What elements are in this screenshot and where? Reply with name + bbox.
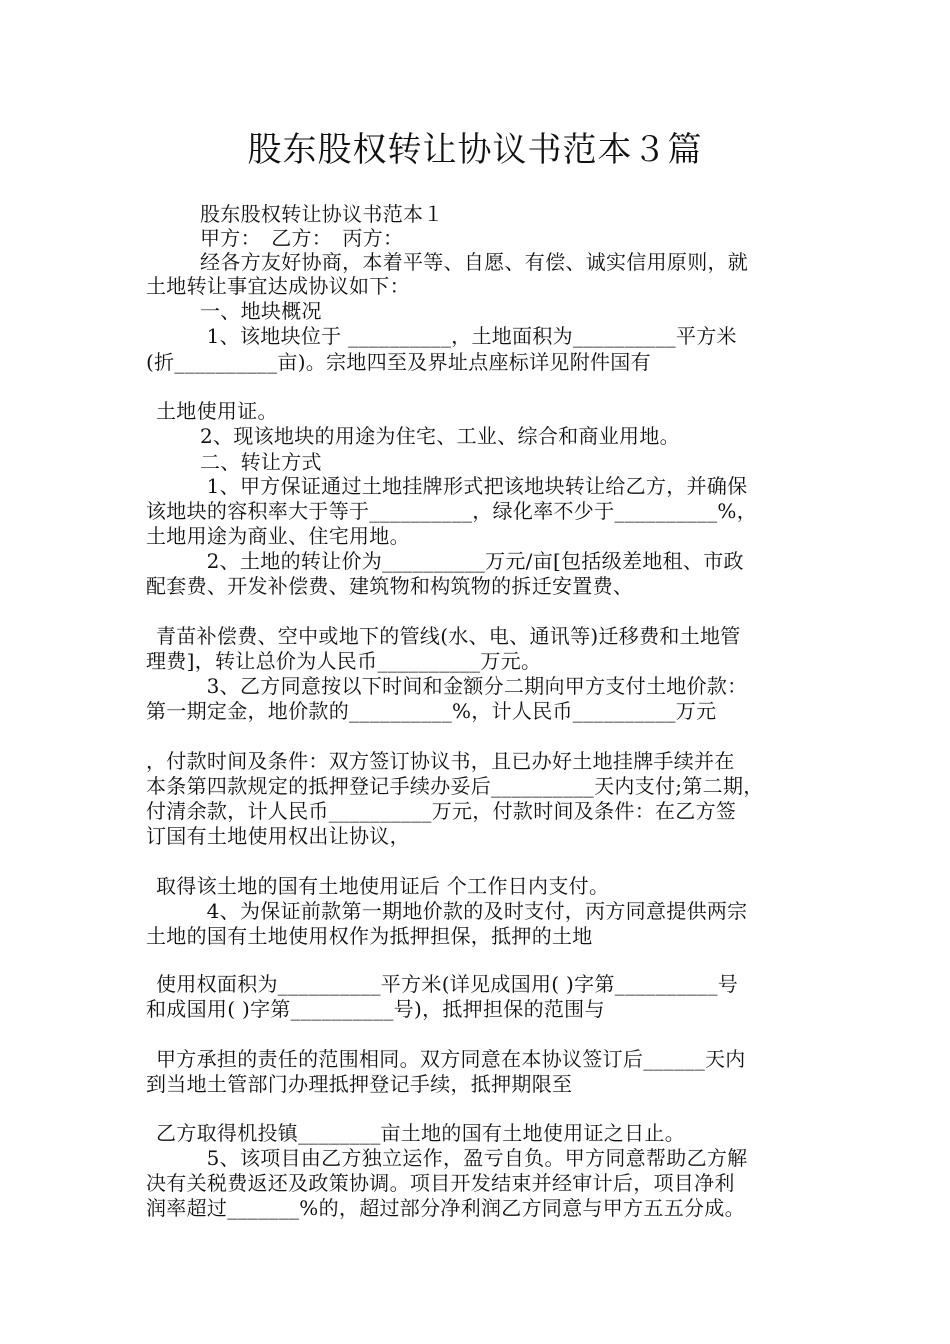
paragraph-line: 1、甲方保证通过土地挂牌形式把该地块转让给乙方，并确保 xyxy=(200,474,748,498)
paragraph-line: 青苗补偿费、空中或地下的管线(水、电、通讯等)迁移费和土地管 xyxy=(156,624,741,648)
paragraph-line: 理费]，转让总价为人民币__________万元。 xyxy=(146,649,542,673)
paragraph-line: 4、为保证前款第一期地价款的及时支付，丙方同意提供两宗 xyxy=(200,899,748,923)
paragraph-line: 润率超过_______%的，超过部分净利润乙方同意与甲方五五分成。 xyxy=(146,1196,745,1220)
paragraph-line: (折__________亩)。宗地四至及界址点座标详见附件国有 xyxy=(146,350,651,374)
paragraph-line: 和成国用( )字第__________号)，抵押担保的范围与 xyxy=(146,997,605,1021)
paragraph-line: 3、乙方同意按以下时间和金额分二期向甲方支付土地价款： xyxy=(200,674,748,698)
section-heading: 股东股权转让协议书范本１ xyxy=(200,202,444,226)
clause-heading: 一、地块概况 xyxy=(200,299,322,323)
clause-heading: 二、转让方式 xyxy=(200,450,322,474)
paragraph-line: 决有关税费返还及政策协调。项目开发结束并经审计后，项目净利 xyxy=(146,1171,735,1195)
paragraph-line: ，付款时间及条件：双方签订协议书，且已办好土地挂牌手续并在 xyxy=(146,749,735,773)
paragraph-line: 到当地土管部门办理抵押登记手续，抵押期限至 xyxy=(146,1072,573,1096)
paragraph-line: 第一期定金，地价款的__________%，计人民币__________万元 xyxy=(146,699,717,723)
paragraph-line: 配套费、开发补偿费、建筑物和构筑物的拆迁安置费、 xyxy=(146,574,634,598)
paragraph-line: 乙方取得机投镇________亩土地的国有土地使用证之日止。 xyxy=(156,1121,685,1145)
document-title: 股东股权转让协议书范本３篇 xyxy=(247,130,703,170)
paragraph-line: 2、土地的转让价为__________万元/亩[包括级差地租、市政 xyxy=(200,549,744,573)
paragraph-line: 本条第四款规定的抵押登记手续办妥后__________天内支付;第二期， xyxy=(146,774,764,798)
paragraph-line: 土地转让事宜达成协议如下： xyxy=(146,274,410,298)
paragraph-line: 取得该土地的国有土地使用证后 个工作日内支付。 xyxy=(156,874,610,898)
paragraph-line: 土地用途为商业、住宅用地。 xyxy=(146,524,410,548)
paragraph-line: 甲方承担的责任的范围相同。双方同意在本协议签订后______天内 xyxy=(156,1047,746,1071)
parties-line: 甲方： 乙方： 丙方： xyxy=(200,226,404,250)
paragraph-line: 使用权面积为__________平方米(详见成国用( )字第__________号 xyxy=(156,972,739,996)
paragraph-line: 土地的国有土地使用权作为抵押担保，抵押的土地 xyxy=(146,924,593,948)
paragraph-line: 付清余款，计人民币__________万元，付款时间及条件：在乙方签 xyxy=(146,799,737,823)
paragraph-line: 该地块的容积率大于等于__________，绿化率不少于__________%， xyxy=(146,499,758,523)
paragraph-line: 土地使用证。 xyxy=(156,399,278,423)
paragraph-line: 5、该项目由乙方独立运作，盈亏自负。甲方同意帮助乙方解 xyxy=(200,1146,748,1170)
paragraph-line: 1、该地块位于 __________，土地面积为__________平方米 xyxy=(200,324,737,348)
paragraph-line: 订国有土地使用权出让协议， xyxy=(146,824,410,848)
paragraph-line: 经各方友好协商，本着平等、自愿、有偿、诚实信用原则，就 xyxy=(200,250,749,274)
paragraph-line: 2、现该地块的用途为住宅、工业、综合和商业用地。 xyxy=(200,424,680,448)
